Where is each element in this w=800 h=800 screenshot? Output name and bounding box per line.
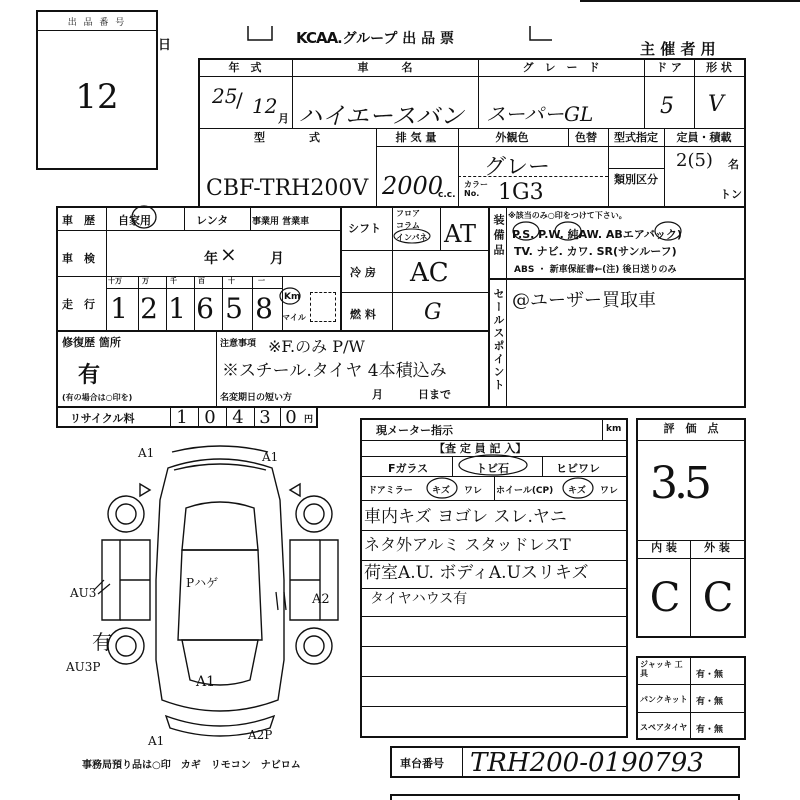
- mileage-digit-4: 5: [225, 291, 243, 325]
- exterior-value: C: [702, 575, 734, 621]
- label-shape: 形 状: [706, 61, 732, 74]
- notes-label: 注意事項: [220, 339, 257, 349]
- glass-label: Fガラス: [388, 462, 429, 475]
- mileage-digit-3: 6: [196, 291, 214, 325]
- mileage-digit-2: 1: [168, 291, 186, 325]
- mileage-unit-0: 十万: [108, 277, 122, 285]
- sales-point-side-label: セールスポイント: [492, 288, 505, 392]
- notes-line2: ※スチール.タイヤ 4本積込み: [222, 361, 447, 381]
- sales-point-text: @ユーザー買取車: [512, 290, 656, 311]
- score-label: 評 価 点: [663, 422, 719, 435]
- panel-circle: [392, 228, 432, 244]
- label-fuel: 燃 料: [350, 308, 376, 321]
- recycle-digit-1: 0: [204, 406, 216, 428]
- recycle-unit: 円: [304, 415, 314, 425]
- year-value: 25: [212, 84, 238, 108]
- equipment-line3: ABS ・ 新車保証書←(注) 後日送りのみ: [514, 265, 677, 275]
- recycle-digit-4: 0: [285, 406, 297, 428]
- mileage-checkbox: [310, 292, 336, 322]
- equipment-circles: [506, 220, 696, 242]
- label-column: コラム: [396, 221, 420, 230]
- notes-line1: ※F.のみ P/W: [268, 337, 365, 356]
- inspector-line-0: 車内キズ ヨゴレ スレ.ヤニ: [364, 507, 567, 527]
- glass-circle: [456, 452, 530, 478]
- mark-au3p: AU3P: [66, 660, 101, 674]
- cc-unit: c.c.: [438, 190, 456, 200]
- displacement-value: 2000: [382, 172, 444, 200]
- recycle-label: リサイクル料: [70, 412, 135, 425]
- tool-label-1: パンクキット: [640, 695, 688, 704]
- mark-a1-bottom: A1: [148, 734, 165, 748]
- wheel-circle: [560, 476, 596, 500]
- notes-month: 月: [372, 388, 383, 401]
- fuel-value: G: [424, 300, 442, 325]
- private-circle: [130, 204, 158, 230]
- label-displacement: 排 気 量: [395, 131, 437, 144]
- chassis-value: TRH200-0190793: [470, 748, 704, 778]
- score-value: 3.5: [650, 458, 708, 509]
- mark-left-yes: 有: [92, 630, 112, 654]
- notes-day-until: 日まで: [418, 388, 451, 401]
- recycle-digit-0: 1: [176, 406, 188, 428]
- label-year-type: 年 式: [228, 61, 262, 74]
- inspector-line-3: タイヤハウス有: [370, 591, 468, 607]
- mileage-unit-1: 万: [142, 277, 149, 285]
- label-grade: グ レ ー ド: [522, 61, 600, 74]
- interior-label: 内 装: [651, 541, 677, 554]
- label-history: 車 歴: [62, 214, 95, 227]
- color-code-value: 1G3: [498, 180, 544, 205]
- mirror-circle: [424, 476, 460, 500]
- wheel-opt-1: ワレ: [600, 486, 619, 496]
- lot-number: 12: [75, 77, 119, 117]
- tool-label-0: ジャッキ 工具: [640, 660, 683, 678]
- mark-a2-right: A2: [312, 592, 330, 607]
- footer-office-note: 事務局預り品は○印 カギ リモコン ナビロム: [82, 760, 301, 771]
- repair-note: (有の場合は○印を): [62, 393, 133, 402]
- wheel-label: ホイール(CP): [496, 486, 554, 496]
- mark-a2p: A2P: [248, 728, 273, 742]
- equipment-side-label: 装備品: [492, 214, 505, 259]
- mileage-mile: マイル: [282, 313, 306, 322]
- car-name-value: ハイエースバン: [298, 102, 464, 130]
- glass-opt-1: ヒビワレ: [556, 462, 600, 475]
- interior-value: C: [649, 575, 681, 621]
- shift-value: AT: [444, 220, 477, 248]
- ac-value: AC: [410, 258, 449, 288]
- model-value: CBF-TRH200V: [206, 176, 369, 201]
- km-circle: [278, 286, 302, 306]
- recycle-digit-2: 4: [232, 406, 244, 428]
- mileage-km: Km: [284, 292, 301, 302]
- header-logo: KCAA: [296, 29, 338, 47]
- meter-km: km: [606, 424, 622, 434]
- shape-value: V: [708, 92, 724, 117]
- grade-value: スーパーGL: [486, 102, 594, 126]
- inspection-value: ×: [220, 242, 237, 266]
- lot-number-label: 出 品 番 号: [38, 12, 156, 31]
- label-shift: シフト: [348, 222, 381, 235]
- car-diagram: [90, 440, 350, 750]
- header-bracket-left: [246, 22, 276, 46]
- month-unit: 月: [278, 112, 289, 125]
- label-color-no: 色替: [575, 131, 597, 144]
- chassis-label: 車台番号: [400, 757, 444, 770]
- tool-label-2: スペアタイヤ: [640, 723, 688, 732]
- exterior-label: 外 装: [704, 541, 730, 554]
- mileage-digit-0: 1: [110, 291, 128, 325]
- mirror-opt-1: ワレ: [464, 486, 483, 496]
- notes-short-label: 名変期日の短い方: [220, 393, 293, 403]
- mileage-unit-2: 千: [170, 277, 177, 285]
- mileage-unit-3: 百: [198, 277, 205, 285]
- mirror-opt-0: キズ: [432, 486, 450, 496]
- day-suffix: 日: [158, 38, 172, 53]
- year-slash: /: [236, 88, 243, 112]
- header-title-row: [296, 28, 454, 48]
- label-mileage: 走 行: [62, 298, 95, 311]
- equipment-line1: P.S. P.W. 純AW. ABエアバック): [512, 228, 682, 241]
- label-inspection: 車 検: [62, 252, 95, 265]
- mark-a1-top-right: A1: [262, 450, 279, 464]
- label-category: 類別区分: [614, 173, 658, 186]
- mark-a1-roof: A1: [196, 674, 216, 690]
- mileage-digit-1: 2: [140, 291, 158, 325]
- month-value: 12: [252, 94, 278, 118]
- label-ac: 冷 房: [350, 266, 376, 279]
- mirror-label: ドアミラー: [368, 486, 413, 496]
- label-car-name: 車 名: [357, 61, 413, 74]
- tool-options-1: 有・無: [696, 697, 724, 707]
- equipment-note: ※該当のみ○印をつけて下さい。: [508, 211, 627, 220]
- wheel-opt-0: キズ: [568, 486, 586, 496]
- organizer-label: 主 催 者 用: [640, 40, 716, 58]
- bottom-frame-edge: [390, 794, 740, 800]
- label-private: 自家用: [118, 214, 151, 227]
- repair-label: 修復歴 箇所: [62, 336, 121, 349]
- inspector-line-1: ネタ外アルミ スタッドレスT: [364, 535, 571, 554]
- label-doors: ド ア: [656, 61, 682, 74]
- mileage-unit-5: 一: [258, 277, 265, 285]
- header-bracket-right: [526, 22, 556, 46]
- label-rental: レンタ: [196, 214, 229, 227]
- mileage-unit-4: 十: [228, 277, 235, 285]
- capacity-value: 2(5): [676, 150, 713, 171]
- color-value: グレー: [484, 155, 551, 180]
- label-floor: フロア: [396, 209, 420, 218]
- label-panel: インパネ: [396, 233, 428, 242]
- header-title: .グループ 出 品 票: [337, 31, 455, 47]
- capacity-person-unit: 名: [728, 158, 739, 171]
- mark-au3-left: AU3: [70, 586, 97, 600]
- label-type-spec: 型式指定: [614, 131, 658, 144]
- recycle-digit-3: 3: [259, 406, 271, 428]
- meter-label: 現メーター指示: [376, 424, 453, 437]
- label-model: 型 式: [254, 131, 320, 144]
- top-stub-right: [580, 0, 800, 6]
- capacity-ton-unit: トン: [720, 188, 742, 201]
- label-capacity: 定員・積載: [676, 131, 732, 144]
- repair-value: 有: [78, 362, 101, 388]
- lot-number-box: [36, 10, 158, 170]
- inspection-year-unit: 年: [204, 251, 218, 267]
- equipment-line2: TV. ナビ. カワ. SR(サンルーフ): [514, 245, 677, 258]
- tool-options-2: 有・無: [696, 725, 724, 735]
- inspection-month-unit: 月: [270, 251, 284, 267]
- color-code-label: カラー No.: [464, 180, 488, 198]
- label-exterior-color: 外観色: [495, 131, 529, 144]
- mileage-digit-5: 8: [255, 291, 273, 325]
- label-business: 事業用 営業車: [252, 217, 310, 227]
- tool-options-0: 有・無: [696, 670, 724, 680]
- inspector-line-2: 荷室A.U. ボディA.Uスリキズ: [364, 563, 589, 583]
- mark-a1-top-left: A1: [138, 446, 155, 460]
- inspector-entry-label: 【査 定 員 記 入】: [434, 442, 527, 455]
- doors-value: 5: [660, 94, 674, 119]
- glass-opt-0: トビ石: [476, 462, 509, 475]
- mark-roof: Pハゲ: [186, 576, 219, 590]
